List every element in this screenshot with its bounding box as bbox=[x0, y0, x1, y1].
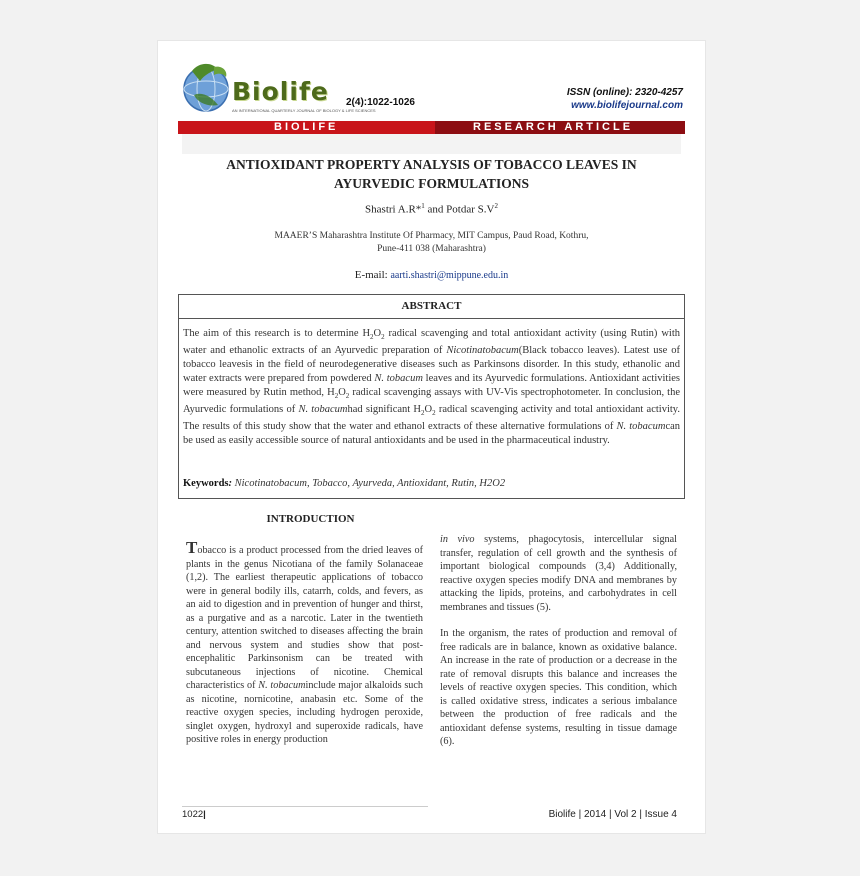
volume-pages: 2(4):1022-1026 bbox=[346, 97, 415, 108]
article-title: ANTIOXIDANT PROPERTY ANALYSIS OF TOBACCO LEAVES IN AYURVEDIC FORMULATIONS bbox=[226, 157, 637, 191]
article-authors bbox=[198, 202, 665, 216]
band-right bbox=[435, 121, 685, 134]
drop-cap: T bbox=[186, 538, 198, 557]
email-label: E-mail: bbox=[354, 269, 391, 281]
journal-website-link[interactable]: www.biolifejournal.com bbox=[571, 100, 683, 111]
keywords: Keywords: Nicotinatobacum, Tobacco, Ayurveda, Antioxidant, Rutin, H2O2 bbox=[183, 478, 506, 489]
corresponding-email bbox=[198, 269, 665, 281]
author-2: and Potdar S.V bbox=[424, 203, 495, 216]
band-journal-label: BIOLIFE bbox=[274, 121, 339, 133]
abstract-text: The aim of this research is to determine $H_2O_2$ radical scavenging and total antioxidant activity (using Rutin) with water and ethanolic extracts of an Ayurvedic preparation of Nicotinatobacum(Black tobacco leaves). Latest use of tobacco leavesis in the field of neurodegenerative diseases such as Parkinsons disorder. In this study, ethanolic and water extracts were prepared from powdered N. tobacum leaves and its Ayurvedic formulations. Antioxidant activities were measured by Rutin method, $H_2O_2$ radical scavenging assays with UV-Vis spectrophotometer. In conclusion, the Ayurvedic formulations of N. tobacumhad significant $H_2O_2$ radical scavenging activity and total antioxidant activity. The results of this study show that the water and ethanol extracts of these alternative formulations of N. tobacumcan be used as easily accessible source of natural antioxidants and be used in the pharmaceutical industry. bbox=[183, 328, 681, 447]
band-article-type: RESEARCH ARTICLE bbox=[473, 121, 634, 133]
footer-rule bbox=[182, 806, 428, 807]
affiliation bbox=[218, 230, 645, 256]
journal-logo bbox=[178, 61, 376, 115]
issn-block bbox=[567, 86, 683, 112]
intro-col2-paragraph-1: in vivo systems, phagocytosis, intercellular signal transfer, regulation of cell growth and the synthesis of important biological compounds (3,4) Additionally, reactive oxygen species modify DNA and membranes by attacking the lipids, proteins, and carbohydrates in cell membranes and tissues (5). bbox=[440, 534, 677, 613]
keywords-label: Keywords bbox=[183, 478, 229, 489]
keywords-list: Nicotinatobacum, Tobacco, Ayurveda, Antioxidant, Rutin, H2O2 bbox=[234, 478, 506, 489]
issn-number: ISSN (online): 2320-4257 bbox=[566, 87, 683, 98]
intro-column-2 bbox=[440, 533, 677, 749]
intro-column-1: Tobacco is a product processed from the dried leaves of plants in the genus Nicotiana of the family Solanaceae (1,2). The earliest therapeutic applications of tobacco were in general bodily ills, catarrh, colds, and fevers, as an aid to digestion and in prevention of hunger and thirst, as a purgative and as a narcotic. Later in the twentieth century, attention switched to diseases affecting the brain and nervous system and studies show that post-encephalitic Parkinsonism can be treated with subcutaneous injections of nicotine. Chemical characteristics of N. tobacuminclude major alkaloids such as nicotine, nornicotine, anabasin etc. Some of the reactive oxygen species, including hydrogen peroxide, singlet oxygen, hydroxyl and superoxide radicals, have positive roles in energy production bbox=[186, 538, 424, 745]
intro-col2-paragraph-2: In the organism, the rates of production and removal of free radicals are in balance, known as oxidative balance. An increase in the rate of production or a decrease in the rate of removal disrupts this balance and increases the levels of reactive oxygen species. This condition, which is called oxidative stress, indicates a serious imbalance between the production of free radicals and the antioxidant defense systems, resulting in tissue damage (6). bbox=[440, 628, 677, 747]
globe-icon bbox=[178, 61, 238, 115]
section-heading-introduction: INTRODUCTION bbox=[266, 513, 355, 525]
header-band bbox=[178, 121, 685, 134]
footer-page-number: 1022| bbox=[182, 809, 206, 820]
abstract-box bbox=[178, 294, 685, 499]
footer-journal-info: Biolife | 2014 | Vol 2 | Issue 4 bbox=[548, 809, 677, 820]
header-subband bbox=[182, 134, 681, 154]
email-link[interactable]: aarti.shastri@mippune.edu.in bbox=[390, 270, 509, 281]
abstract-divider bbox=[179, 318, 684, 319]
author-2-sup: 2 bbox=[494, 202, 498, 210]
band-left bbox=[178, 121, 432, 134]
author-1: Shastri A.R* bbox=[365, 203, 422, 216]
author-1-sup: 1 bbox=[421, 202, 425, 210]
abstract-heading: ABSTRACT bbox=[401, 300, 462, 312]
journal-page bbox=[157, 40, 706, 834]
affiliation-line-1: MAAER’S Maharashtra Institute Of Pharmacy, MIT Campus, Paud Road, Kothru, bbox=[274, 231, 589, 241]
logo-tagline: AN INTERNATIONAL QUARTERLY JOURNAL OF BIOLOGY & LIFE SCIENCES bbox=[232, 108, 376, 113]
affiliation-line-2: Pune-411 038 (Maharashtra) bbox=[377, 244, 486, 254]
logo-wordmark: Biolife bbox=[232, 77, 329, 106]
